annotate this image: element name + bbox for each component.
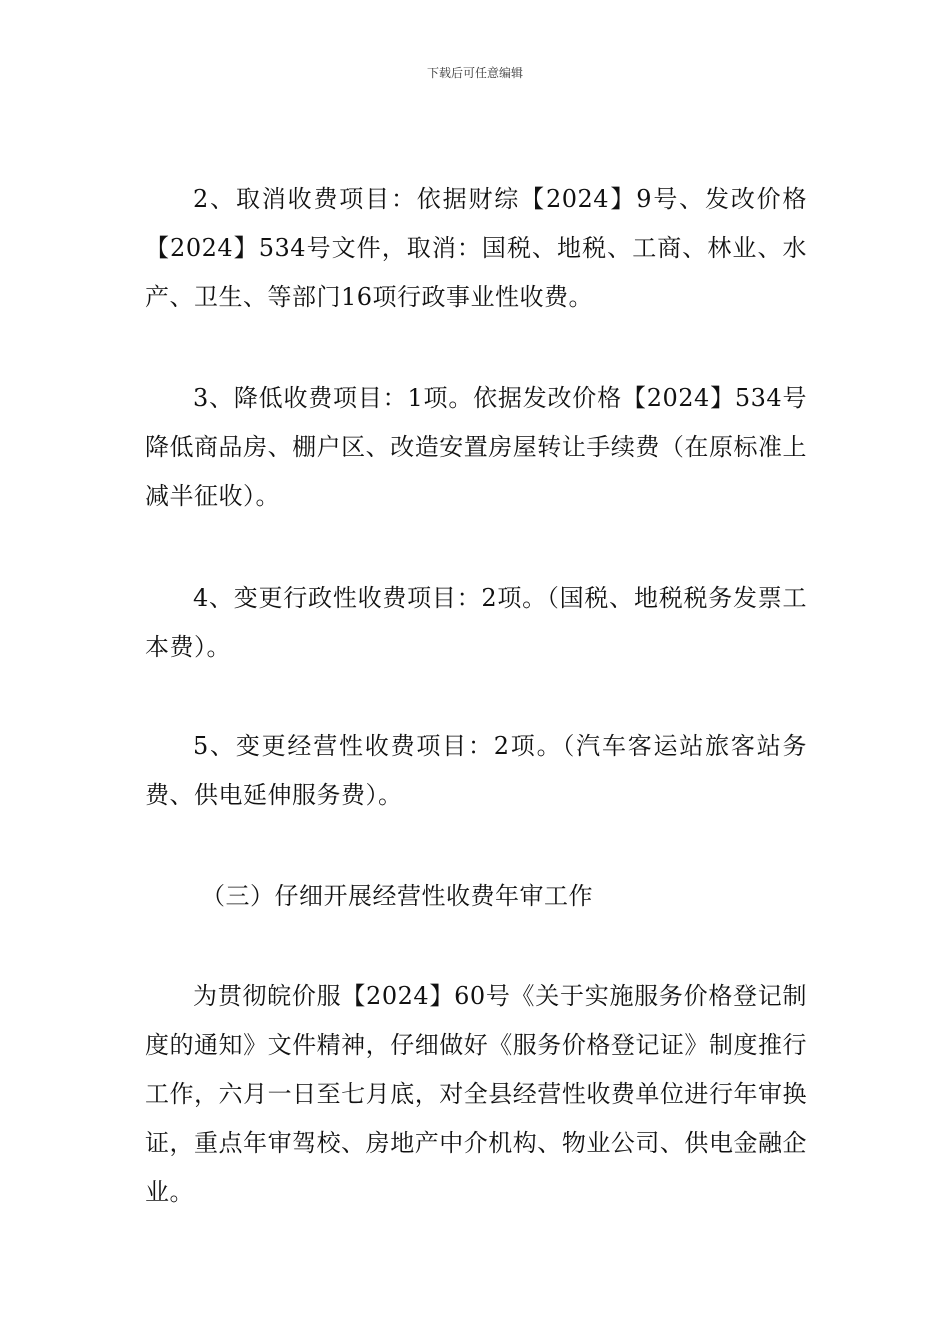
paragraph-reduce-fees: 3、降低收费项目：1项。依据发改价格【2024】534号降低商品房、棚户区、改造安置房屋转让手续费（在原标准上减半征收）。 [145,384,807,510]
paragraph-change-admin-fees: 4、变更行政性收费项目：2项。（国税、地税税务发票工本费）。 [145,584,807,661]
paragraph-change-business-fees: 5、变更经营性收费项目：2项。（汽车客运站旅客站务费、供电延伸服务费）。 [145,732,807,809]
paragraph-cancel-fees: 2、取消收费项目：依据财综【2024】9号、发改价格【2024】534号文件，取消：国税、地税、工商、林业、水产、卫生、等部门16项行政事业性收费。 [145,185,807,311]
section-heading: （三）仔细开展经营性收费年审工作 [201,882,593,910]
page-header: 下载后可任意编辑 [426,66,523,80]
paragraph-annual-review: 为贯彻皖价服【2024】60号《关于实施服务价格登记制度的通知》文件精神，仔细做好《服务价格登记证》制度推行工作，六月一日至七月底，对全县经营性收费单位进行年审换证，重点年审驾校、房地产中介机构、物业公司、供电金融企业。 [145,982,807,1206]
